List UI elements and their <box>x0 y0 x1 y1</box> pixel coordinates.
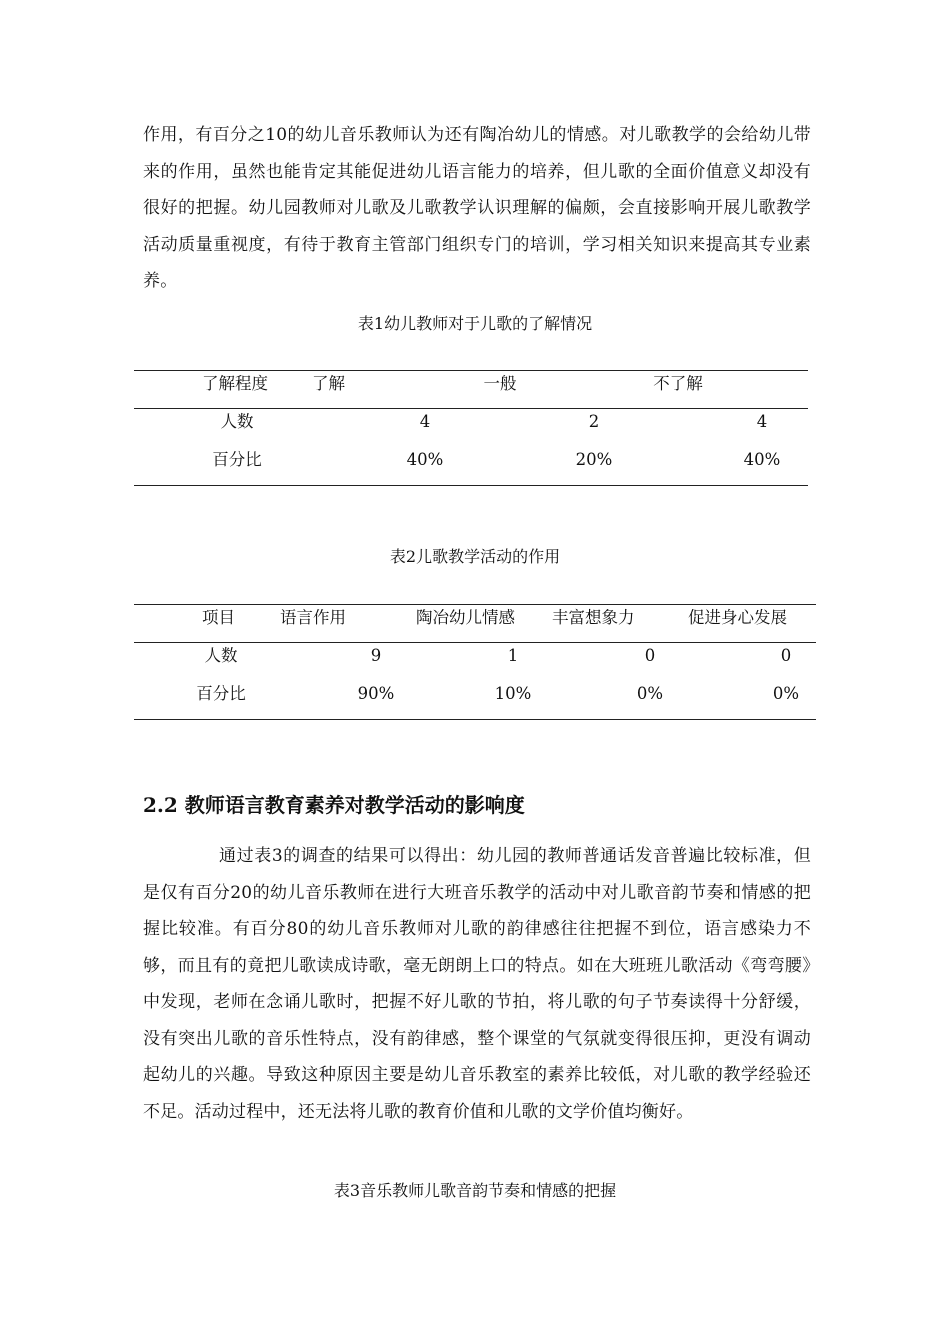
table1-cell: 4 <box>419 412 431 431</box>
table1-top-rule <box>134 370 808 371</box>
table2-top-rule <box>134 604 816 605</box>
table1-header-cell: 一般 <box>483 374 517 393</box>
table2-cell: 90% <box>357 684 395 703</box>
table2-cell: 10% <box>494 684 532 703</box>
section-heading: 2.2 教师语言教育素养对教学活动的影响度 <box>143 793 525 817</box>
intro-paragraph: 作用，有百分之10的幼儿音乐教师认为还有陶冶幼儿的情感。对儿歌教学的会给幼儿带来的作用，虽然也能肯定其能促进幼儿语言能力的培养，但儿歌的全面价值意义却没有很好的把握。幼儿园教师对儿歌及儿歌教学认识理解的偏颇，会直接影响开展儿歌教学活动质量重视度，有待于教育主管部门组织专门的培训，学习相关知识来提高其专业素养。 <box>143 125 811 291</box>
table2-cell: 0% <box>636 684 664 703</box>
table1-cell: 40% <box>743 450 781 469</box>
table2 <box>134 604 816 722</box>
table2-cell: 9 <box>370 646 382 665</box>
table2-header-cell: 项目 <box>202 608 235 627</box>
table2-caption: 表2儿歌教学活动的作用 <box>389 547 561 566</box>
table3-caption: 表3音乐教师儿歌音韵节奏和情感的把握 <box>333 1181 617 1200</box>
table1-cell: 4 <box>756 412 768 431</box>
table1 <box>134 370 808 488</box>
table2-row-label: 人数 <box>204 646 238 665</box>
table1-caption: 表1幼儿教师对于儿歌的了解情况 <box>357 314 593 333</box>
table2-cell: 0% <box>772 684 800 703</box>
table2-header-cell: 语言作用 <box>280 608 346 627</box>
table2-cell: 0 <box>644 646 656 665</box>
table2-header-cell: 陶冶幼儿情感 <box>416 608 515 627</box>
table1-bottom-rule <box>134 485 808 486</box>
table2-bottom-rule <box>134 719 816 720</box>
table2-cell: 1 <box>507 646 519 665</box>
table1-row-label: 百分比 <box>212 450 262 469</box>
table1-cell: 20% <box>575 450 613 469</box>
section-paragraph: 通过表3的调查的结果可以得出：幼儿园的教师普通话发音普遍比较标准，但是仅有百分20的幼儿音乐教师在进行大班音乐教学的活动中对儿歌音韵节奏和情感的把握比较准。有百分80的幼儿音乐教师对儿歌的韵律感往往把握不到位，语言感染力不够，而且有的竟把儿歌读成诗歌，毫无朗朗上口的特点。如在大班班儿歌活动《弯弯腰》中发现，老师在念诵儿歌时，把握不好儿歌的节拍，将儿歌的句子节奏读得十分舒缓，没有突出儿歌的音乐性特点，没有韵律感，整个课堂的气氛就变得很压抑，更没有调动起幼儿的兴趣。导致这种原因主要是幼儿音乐教室的素养比较低，对儿歌的教学经验还不足。活动过程中，还无法将儿歌的教育价值和儿歌的文学价值均衡好。 <box>143 846 811 1122</box>
table1-header-cell: 了解程度 <box>202 374 268 393</box>
table1-cell: 40% <box>406 450 444 469</box>
table1-row-label: 人数 <box>220 412 254 431</box>
table2-cell: 0 <box>780 646 792 665</box>
table2-row-label: 百分比 <box>196 684 246 703</box>
table2-header-cell: 丰富想象力 <box>552 608 635 627</box>
table1-cell: 2 <box>588 412 600 431</box>
table1-header-cell: 了解 <box>312 374 345 393</box>
table2-header-cell: 促进身心发展 <box>688 608 787 627</box>
table1-header-rule <box>134 408 808 409</box>
table1-header-cell: 不了解 <box>653 374 703 393</box>
table2-header-rule <box>134 642 816 643</box>
